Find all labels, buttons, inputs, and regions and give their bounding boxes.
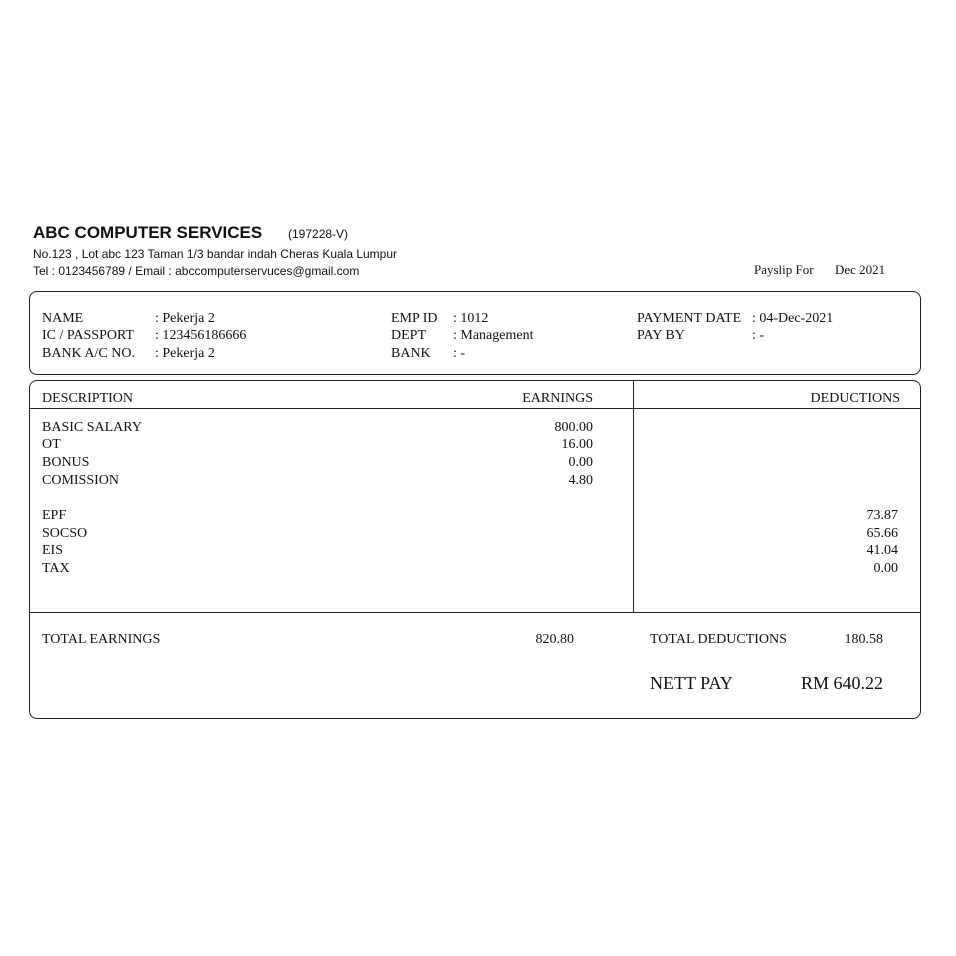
company-reg-no: (197228-V) [288,227,349,241]
header-deductions: DEDUCTIONS [810,391,900,406]
bank-ac-label: BANK A/C NO. [42,346,135,361]
deduction-label: EPF [42,508,67,523]
header-earnings: EARNINGS [522,391,593,406]
bank-ac-value: : Pekerja 2 [155,346,215,361]
company-address: No.123 , Lot abc 123 Taman 1/3 bandar indah Cheras Kuala Lumpur [33,247,398,261]
earning-label: OT [42,437,61,452]
payslip-for-label: Payslip For [754,262,814,277]
pay-by-value: : - [752,328,765,343]
header-divider [30,408,920,409]
payslip-period: Dec 2021 [835,262,886,277]
nett-pay-label: NETT PAY [650,673,733,693]
total-earnings-value: 820.80 [535,632,574,647]
payment-date-value: : 04-Dec-2021 [752,311,834,326]
deduction-amount: 65.66 [866,526,898,541]
deduction-label: EIS [42,543,63,558]
earning-label: BASIC SALARY [42,420,142,435]
total-deductions-label: TOTAL DEDUCTIONS [650,632,787,647]
deduction-amount: 73.87 [866,508,898,523]
dept-label: DEPT [391,328,426,343]
bank-value: : - [453,346,466,361]
emp-id-value: : 1012 [453,311,489,326]
company-contact: Tel : 0123456789 / Email : abccomputerservuces@gmail.com [33,264,360,278]
deduction-label: SOCSO [42,526,88,541]
header-description: DESCRIPTION [42,391,134,406]
pay-table-box [29,380,921,719]
deduction-amount: 41.04 [866,543,898,558]
earning-label: BONUS [42,455,90,470]
earning-amount: 4.80 [568,473,593,488]
ic-label: IC / PASSPORT [42,328,135,343]
totals-divider [30,612,920,613]
deduction-label: TAX [42,561,70,576]
column-divider [633,380,634,613]
company-name: ABC COMPUTER SERVICES [33,223,263,242]
earning-label: COMISSION [42,473,120,488]
earning-amount: 0.00 [568,455,593,470]
emp-id-label: EMP ID [391,311,438,326]
earning-amount: 16.00 [561,437,593,452]
pay-by-label: PAY BY [637,328,685,343]
deduction-amount: 0.00 [873,561,898,576]
earning-amount: 800.00 [554,420,593,435]
total-earnings-label: TOTAL EARNINGS [42,632,161,647]
bank-label: BANK [391,346,431,361]
nett-pay-value: RM 640.22 [800,673,883,693]
total-deductions-value: 180.58 [844,632,883,647]
dept-value: : Management [453,328,534,343]
ic-value: : 123456186666 [155,328,247,343]
payment-date-label: PAYMENT DATE [637,311,742,326]
name-value: : Pekerja 2 [155,311,215,326]
name-label: NAME [42,311,84,326]
